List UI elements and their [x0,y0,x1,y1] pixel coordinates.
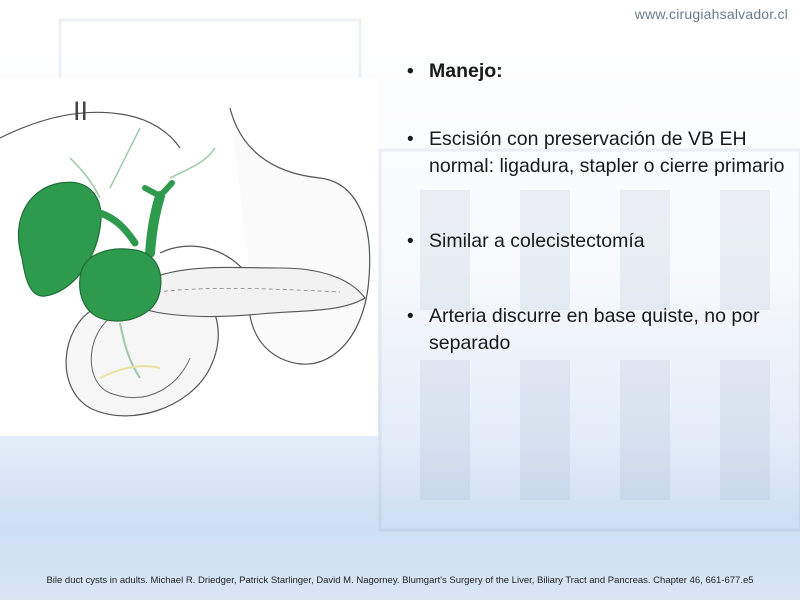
bullet-list [405,58,795,357]
bullet-item-colecistectomia [405,228,795,255]
bullet-item-escision [405,126,795,180]
bullet-item-arteria [405,303,795,357]
bullet-item-manejo [405,58,795,85]
bullet-dot-icon: • [407,61,414,82]
bullet-text: Manejo: [429,60,503,82]
anatomy-illustration [0,78,378,436]
bullet-dot-icon: • [407,231,414,252]
bullet-text: Similar a colecistectomía [429,230,645,252]
bullet-dot-icon: • [407,306,414,327]
citation-footer: Bile duct cysts in adults. Michael R. Driedger, Patrick Starlinger, David M. Nagorney. Blumgart's Surgery of the Liver, Biliary Tract and Pancreas. Chapter 46, 661-677.e5 [46,575,754,586]
biliary-cyst-drawing [0,78,378,436]
bullet-dot-icon: • [407,129,414,150]
figure-type-label: II [73,96,89,126]
bullet-text: Arteria discurre en base quiste, no por separado [429,305,760,354]
website-url: www.cirugiahsalvador.cl [634,6,788,22]
bullet-text: Escisión con preservación de VB EH normal: ligadura, stapler o cierre primario [429,128,785,177]
